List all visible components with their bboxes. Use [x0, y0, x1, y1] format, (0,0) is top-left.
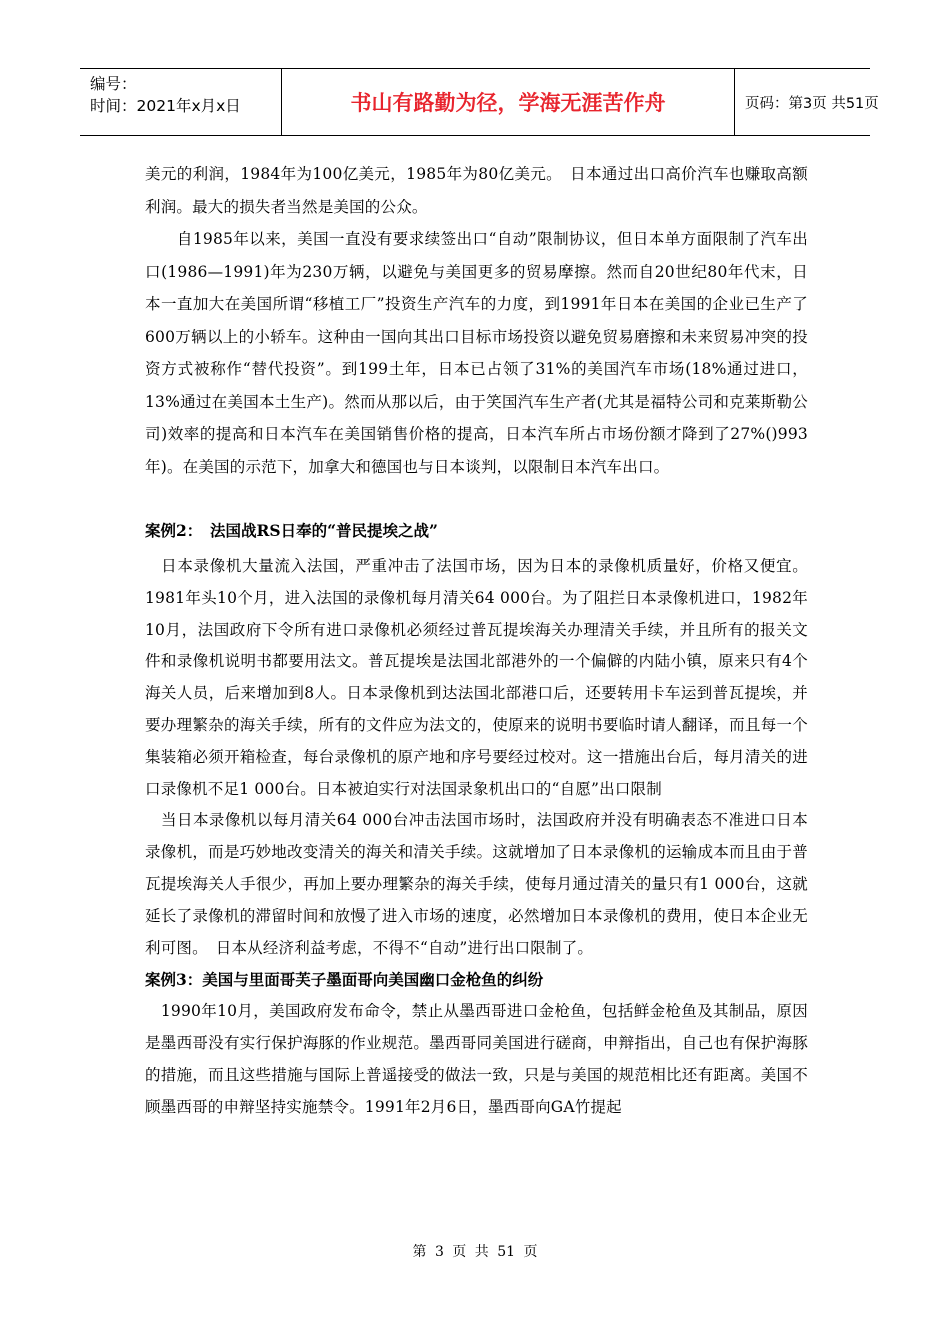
document-body: [145, 158, 808, 1124]
header-meta: [80, 69, 282, 135]
page-header: [80, 68, 879, 136]
section-gap: [145, 483, 808, 493]
document-number-label: 编号：: [90, 75, 137, 93]
paragraph-4: 当日本录像机以每月清关64 000台冲击法国市场时，法国政府并没有明确表态不准进口日本录像机，而是巧妙地改变清关的海关和清关手续。这就增加了日本录像机的运输成本而且由于普瓦提埃海关人手很少，再加上要办理繁杂的海关手续，使每月通过清关的量只有1 000台，这就延长了录像机的滞留时间和放慢了进入市场的速度，必然增加日本录像机的费用，使日本企业无利可图。 日本从经济利益考虑，不得不“自动”进行出口限制了。: [145, 811, 808, 957]
case-3-heading: 案例3：美国与里面哥芙子墨面哥向美国幽口金枪鱼的纠纷: [145, 970, 544, 990]
paragraph-5: 1990年10月，美国政府发布命令，禁止从墨西哥进口金枪鱼，包括鲜金枪鱼及其制品，原因是墨西哥没有实行保护海豚的作业规范。墨西哥同美国进行磋商，申辩指出，自己也有保护海豚的措施，而且这些措施与国际上普遥接受的做法一致，只是与美国的规范相比还有距离。美国不顾墨西哥的申辩坚持实施禁令。1991年2月6日，墨西哥向GA竹提起: [145, 1002, 808, 1116]
paragraph-3: 日本录像机大量流入法国，严重冲击了法国市场，因为日本的录像机质量好，价格又便宜。1981年头10个月，进入法国的录像机每月清关64 000台。为了阻拦日本录像机进口，1982年10月，法国政府下令所有进口录像机必须经过普瓦提埃海关办理清关手续，并且所有的报关文件和录像机说明书都要用法文。普瓦提埃是法国北部港外的一个偏僻的内陆小镇，原来只有4个海关人员，后来增加到8人。日本录像机到达法国北部港口后，还要转用卡车运到普瓦提埃，并要办理繁杂的海关手续，所有的文件应为法文的，使原来的说明书要临时请人翻译，而且每一个集装箱必须开箱检查，每台录像机的原产地和序号要经过校对。这一措施出台后，每月清关的进口录像机不足1 000台。日本被迫实行对法国录象机出口的“自愿”出口限制: [145, 557, 808, 798]
header-motto: 书山有路勤为径，学海无涯苦作舟: [282, 69, 735, 135]
paragraph-1: 美元的利润，1984年为100亿美元，1985年为80亿美元。 日本通过出口高价汽车也赚取高额利润。最大的损失者当然是美国的公众。: [145, 165, 808, 216]
case-2-heading: 案例2： 法国战RS日奉的“普民提埃之战”: [145, 521, 438, 540]
page-footer: 第 3 页 共 51 页: [412, 1244, 538, 1260]
paragraph-2: 自1985年以来，美国一直没有要求续签出口“自动”限制协议，但日本单方面限制了汽车出口(1986—1991)年为230万辆，以避免与美国更多的贸易摩擦。然而自20世纪80年代末，日本一直加大在美国所谓“移植工厂”投资生产汽车的力度，到1991年日本在美国的企业已生产了600万辆以上的小轿车。这种由一国向其出口目标市场投资以避免贸易磨擦和未来贸易冲突的投资方式被称作“替代投资”。到199土年，日本已占领了31%的美国汽车市场(18%通过进口，13%通过在美国本土生产)。然而从那以后，由于笑国汽车生产者(尤其是福特公司和克莱斯勒公司)效率的提高和日本汽车在美国销售价格的提高，日本汽车所占市场份额才降到了27%()993年)。在美国的示范下，加拿大和德国也与日本谈判，以限制日本汽车出口。: [145, 230, 808, 476]
document-date-label: 时间：2021年x月x日: [90, 97, 241, 115]
header-page-label: 页码：第3页 共51页: [745, 95, 879, 112]
